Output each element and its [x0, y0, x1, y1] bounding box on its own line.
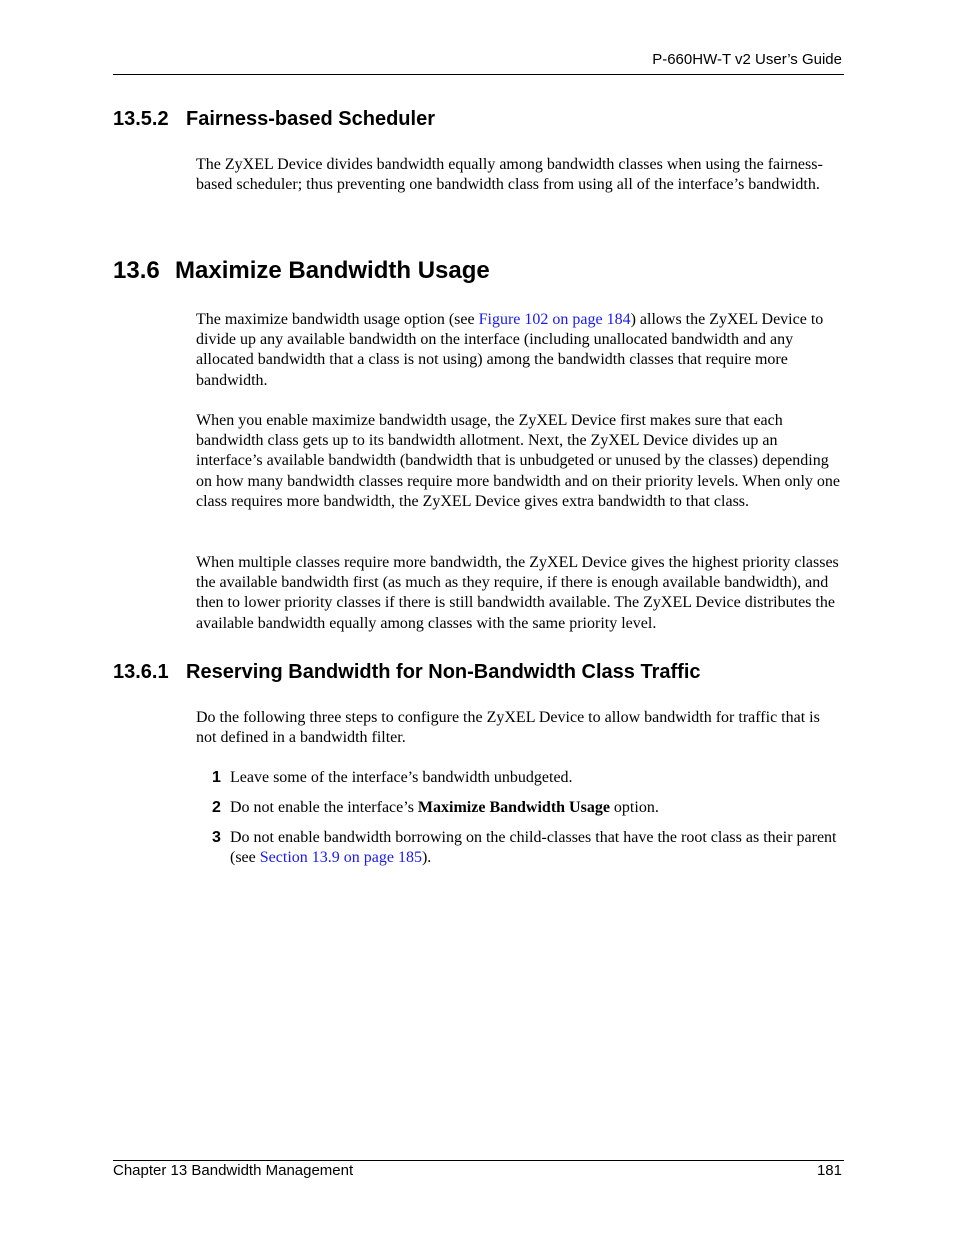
step-number: 1 [212, 769, 221, 786]
step-text [230, 798, 844, 818]
page-number: 181 [816, 1162, 842, 1179]
heading-13-5-2 [113, 107, 435, 131]
text-run: ). [421, 849, 432, 867]
step-number: 2 [212, 799, 221, 816]
heading-13-6 [113, 257, 490, 285]
footer-rule [113, 1160, 844, 1161]
heading-number: 13.5.2 [113, 108, 169, 130]
fairness-paragraph: The ZyXEL Device divides bandwidth equally among bandwidth classes when using the fairness-based scheduler; thus preventing one bandwidth class from using all of the interface’s bandwidth. [196, 156, 823, 194]
step-text [230, 828, 844, 868]
maximize-paragraph-3: When multiple classes require more bandwidth, the ZyXEL Device gives the highest priority classes the available bandwidth first (as much as they require, if there is enough available bandwidth), and then to lower priority classes if there is still bandwidth available. The ZyXEL Device distributes the available bandwidth equally among classes with the same priority level. [196, 554, 839, 632]
reserving-intro: Do the following three steps to configure the ZyXEL Device to allow bandwidth for traffic that is not defined in a bandwidth filter. [196, 709, 820, 747]
header-rule [113, 74, 844, 75]
running-header: P-660HW-T v2 User’s Guide [652, 51, 842, 68]
heading-title: Maximize Bandwidth Usage [175, 257, 490, 284]
heading-title: Reserving Bandwidth for Non-Bandwidth Class Traffic [186, 661, 701, 683]
text-run: Do not enable the interface’s [230, 799, 418, 816]
heading-number: 13.6 [113, 257, 160, 284]
step-text: Leave some of the interface’s bandwidth unbudgeted. [230, 769, 573, 786]
text-run: Do not enable bandwidth borrowing on the child-classes that have the root class as their parent (see [230, 829, 837, 867]
section-13-9-link[interactable]: Section 13.9 on page 185 [259, 849, 422, 867]
text-run: option. [609, 799, 659, 816]
text-run: The maximize bandwidth usage option (see [196, 311, 479, 328]
heading-title: Fairness-based Scheduler [186, 108, 435, 130]
text-run: ) allows the ZyXEL Device to divide up any available bandwidth on the interface (including unallocated bandwidth and any allocated bandwidth that a class is not using) among the bandwidth classes that require more bandwidth. [196, 311, 824, 389]
footer-chapter: Chapter 13 Bandwidth Management [113, 1162, 354, 1179]
maximize-paragraph-2: When you enable maximize bandwidth usage, the ZyXEL Device first makes sure that each bandwidth class gets up to its bandwidth allotment. Next, the ZyXEL Device divides up an interface’s available bandwidth (bandwidth that is unbudgeted or unused by the classes) depending on how many bandwidth classes require more bandwidth and on their priority levels. When only one class requires more bandwidth, the ZyXEL Device gives extra bandwidth to that class. [196, 412, 840, 510]
maximize-paragraph-1 [196, 310, 844, 391]
option-name: Maximize Bandwidth Usage [417, 799, 610, 816]
heading-number: 13.6.1 [113, 661, 169, 683]
figure-102-link[interactable]: Figure 102 on page 184 [478, 311, 631, 328]
step-number: 3 [212, 829, 221, 846]
heading-13-6-1 [113, 660, 701, 684]
